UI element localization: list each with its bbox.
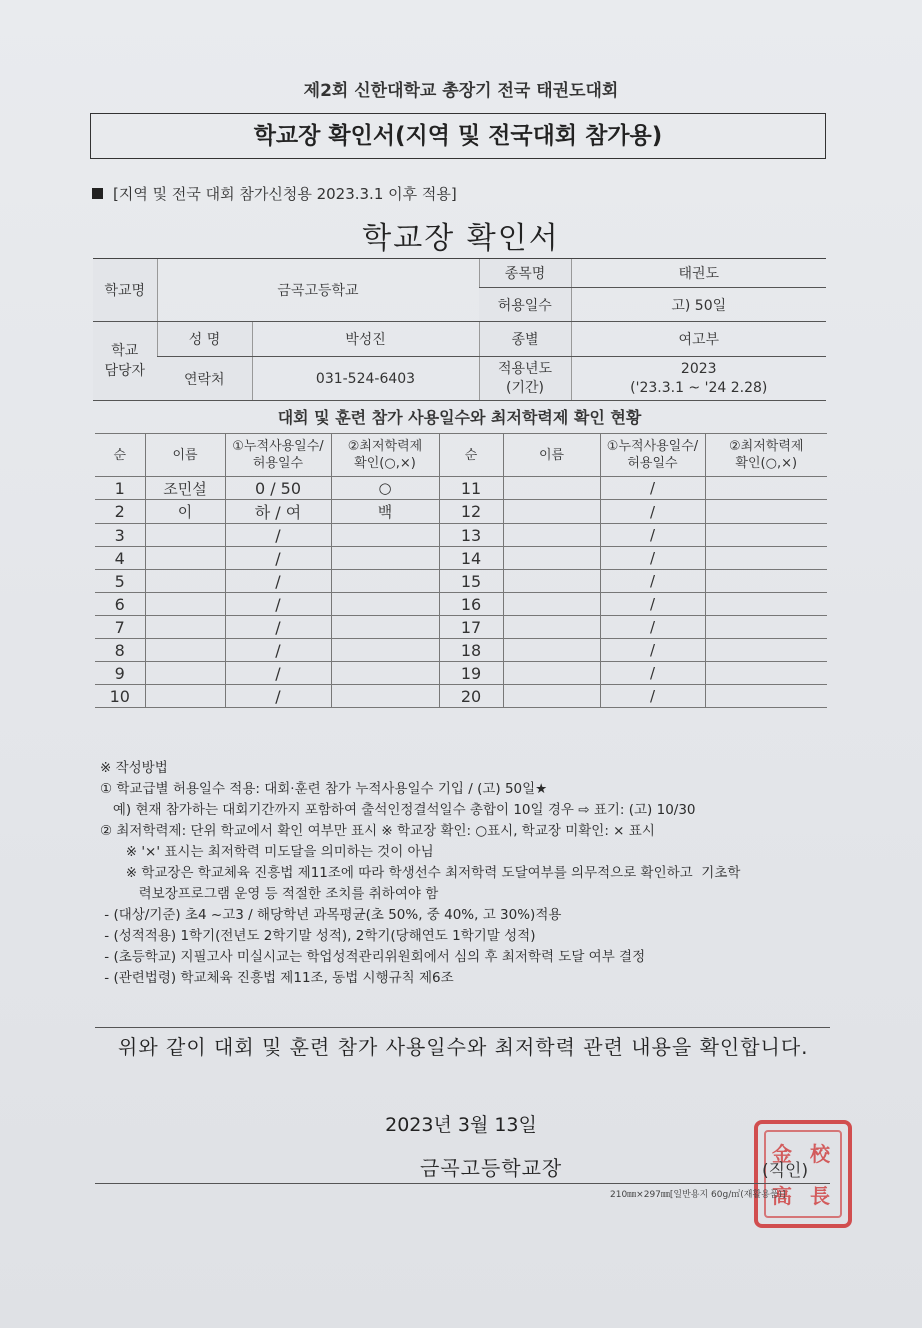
row-academic <box>705 547 827 570</box>
instruction-line: - (성적적용) 1학기(전년도 2학기말 성적), 2학기(당해연도 1학기말 성적) <box>100 928 536 944</box>
row-days: / <box>225 639 331 662</box>
category-label: 종별 <box>479 322 571 357</box>
row-days: / <box>225 524 331 547</box>
row-name <box>145 570 225 593</box>
row-name: 이 <box>145 500 225 524</box>
row-no: 19 <box>439 662 503 685</box>
row-name: 조민설 <box>145 477 225 500</box>
row-days: / <box>600 662 705 685</box>
days-value: 고) 50일 <box>571 288 826 322</box>
row-name <box>145 593 225 616</box>
year-cell <box>571 357 826 401</box>
instruction-line: ※ 작성방법 <box>100 760 168 776</box>
official-seal-stamp: 金 校 高 長 <box>754 1120 852 1228</box>
row-name <box>145 639 225 662</box>
row-academic <box>705 524 827 547</box>
row-academic <box>705 570 827 593</box>
status-row <box>95 524 827 547</box>
row-name <box>145 547 225 570</box>
row-academic <box>331 639 439 662</box>
row-no: 15 <box>439 570 503 593</box>
school-info-table <box>93 258 826 401</box>
row-days: / <box>225 616 331 639</box>
principal-name: 금곡고등학교장 <box>420 1156 563 1180</box>
row-no: 7 <box>95 616 145 639</box>
status-row <box>95 477 827 500</box>
col-header-days: ①누적사용일수/ 허용일수 <box>225 434 331 477</box>
status-row <box>95 616 827 639</box>
col-header-no-2: 순 <box>439 434 503 477</box>
row-days: / <box>225 685 331 708</box>
contact-label: 연락처 <box>157 357 252 401</box>
col-header-academic: ②최저학력제 확인(○,×) <box>331 434 439 477</box>
status-row <box>95 685 827 708</box>
row-days: / <box>600 477 705 500</box>
row-no: 6 <box>95 593 145 616</box>
row-no: 5 <box>95 570 145 593</box>
row-no: 12 <box>439 500 503 524</box>
year-label: 적용년도 (기간) <box>479 357 571 401</box>
row-name <box>503 639 600 662</box>
row-name <box>503 685 600 708</box>
row-days: 0 / 50 <box>225 477 331 500</box>
row-academic <box>705 500 827 524</box>
row-no: 13 <box>439 524 503 547</box>
row-days: / <box>600 500 705 524</box>
row-days: / <box>600 570 705 593</box>
row-no: 4 <box>95 547 145 570</box>
instructions <box>100 758 740 989</box>
issue-date: 2023년 3월 13일 <box>385 1114 537 1136</box>
scope-note <box>92 183 457 204</box>
confirmation-text: 위와 같이 대회 및 훈련 참가 사용일수와 최저학력 관련 내용을 확인합니다. <box>118 1035 809 1059</box>
row-days: / <box>600 524 705 547</box>
square-bullet-icon <box>92 188 103 199</box>
row-name <box>145 662 225 685</box>
col-header-name-2: 이름 <box>503 434 600 477</box>
status-row <box>95 639 827 662</box>
row-academic <box>331 616 439 639</box>
status-row <box>95 570 827 593</box>
status-caption: 대회 및 훈련 참가 사용일수와 최저학력제 확인 현황 <box>277 408 642 427</box>
name-value: 박성진 <box>252 322 479 357</box>
instruction-line: ① 학교급별 허용일수 적용: 대회·훈련 참가 누적사용일수 기입 / (고) 50일★ <box>100 781 548 797</box>
row-days: / <box>225 593 331 616</box>
row-name <box>145 524 225 547</box>
row-academic <box>705 593 827 616</box>
page-heading: 학교장 확인서 <box>362 221 560 256</box>
row-name <box>503 500 600 524</box>
form-title: 학교장 확인서(지역 및 전국대회 참가용) <box>90 113 826 159</box>
row-academic <box>331 524 439 547</box>
instruction-line: - (대상/기준) 초4 ~고3 / 해당학년 과목평균(초 50%, 중 40%, 고 30%)적용 <box>100 907 562 923</box>
row-name <box>503 547 600 570</box>
col-header-no: 순 <box>95 434 145 477</box>
row-no: 3 <box>95 524 145 547</box>
instruction-line: ② 최저학력제: 단위 학교에서 확인 여부만 표시 ※ 학교장 확인: ○표시, 학교장 미확인: × 표시 <box>100 823 655 839</box>
row-academic <box>331 662 439 685</box>
row-no: 10 <box>95 685 145 708</box>
instruction-line: ※ '×' 표시는 최저학력 미도달을 의미하는 것이 아님 <box>100 844 434 860</box>
event-value: 태권도 <box>571 259 826 288</box>
row-academic <box>331 593 439 616</box>
row-academic <box>331 685 439 708</box>
row-name <box>503 662 600 685</box>
scope-text: [지역 및 전국 대회 참가신청용 2023.3.1 이후 적용] <box>113 185 457 203</box>
category-value: 여고부 <box>571 322 826 357</box>
row-name <box>503 477 600 500</box>
seal-label: (직인) <box>762 1161 809 1181</box>
row-days: / <box>225 547 331 570</box>
col-header-name: 이름 <box>145 434 225 477</box>
row-days: / <box>225 570 331 593</box>
col-header-academic-2: ②최저학력제 확인(○,×) <box>705 434 827 477</box>
row-no: 1 <box>95 477 145 500</box>
instruction-line: 력보장프로그램 운영 등 적절한 조치를 취하여야 함 <box>100 886 439 902</box>
row-days: / <box>225 662 331 685</box>
row-academic: 백 <box>331 500 439 524</box>
days-label: 허용일수 <box>479 288 571 322</box>
school-value: 금곡고등학교 <box>157 259 479 322</box>
row-no: 14 <box>439 547 503 570</box>
col-header-days-2: ①누적사용일수/ 허용일수 <box>600 434 705 477</box>
school-label: 학교명 <box>93 259 157 322</box>
row-academic <box>705 477 827 500</box>
divider-bottom <box>95 1183 830 1184</box>
instruction-line: - (관련법령) 학교체육 진흥법 제11조, 동법 시행규칙 제6조 <box>100 970 454 986</box>
row-name <box>503 570 600 593</box>
row-no: 8 <box>95 639 145 662</box>
row-no: 11 <box>439 477 503 500</box>
instruction-line: - (초등학교) 지필고사 미실시교는 학업성적관리위원회에서 심의 후 최저학력 도달 여부 결정 <box>100 949 646 965</box>
row-no: 9 <box>95 662 145 685</box>
row-academic <box>331 547 439 570</box>
row-academic <box>705 662 827 685</box>
status-row <box>95 593 827 616</box>
row-name <box>503 593 600 616</box>
row-academic <box>705 639 827 662</box>
row-days: / <box>600 639 705 662</box>
status-row <box>95 662 827 685</box>
row-academic <box>705 685 827 708</box>
status-row <box>95 547 827 570</box>
row-academic <box>331 570 439 593</box>
row-no: 17 <box>439 616 503 639</box>
row-no: 16 <box>439 593 503 616</box>
row-name <box>145 685 225 708</box>
row-days: / <box>600 593 705 616</box>
manager-label: 학교 담당자 <box>93 322 157 401</box>
row-no: 2 <box>95 500 145 524</box>
status-row <box>95 500 827 524</box>
row-days: / <box>600 685 705 708</box>
instruction-line: ※ 학교장은 학교체육 진흥법 제11조에 따라 학생선수 최저학력 도달여부를 의무적으로 확인하고 기초학 <box>100 865 741 881</box>
row-no: 18 <box>439 639 503 662</box>
status-body <box>95 477 827 708</box>
instruction-line: 예) 현재 참가하는 대회기간까지 포함하여 출석인정결석일수 총합이 10일 경우 ⇨ 표기: (고) 10/30 <box>100 802 696 818</box>
status-table <box>95 433 827 708</box>
event-title: 제2회 신한대학교 총장기 전국 태권도대회 <box>303 81 619 101</box>
year-period: ('23.3.1 ~ '24 2.28) <box>630 379 768 396</box>
event-label: 종목명 <box>479 259 571 288</box>
contact-value: 031-524-6403 <box>252 357 479 401</box>
paper-spec: 210㎜×297㎜[일반용지 60g/㎡(재활용품)] <box>610 1190 786 1200</box>
row-academic <box>705 616 827 639</box>
status-header-row <box>95 434 827 477</box>
year-value: 2023 <box>680 360 717 377</box>
row-days: 하 / 여 <box>225 500 331 524</box>
row-days: / <box>600 616 705 639</box>
row-name <box>503 616 600 639</box>
row-name <box>145 616 225 639</box>
row-no: 20 <box>439 685 503 708</box>
row-academic: ○ <box>331 477 439 500</box>
name-label: 성 명 <box>157 322 252 357</box>
row-name <box>503 524 600 547</box>
row-days: / <box>600 547 705 570</box>
